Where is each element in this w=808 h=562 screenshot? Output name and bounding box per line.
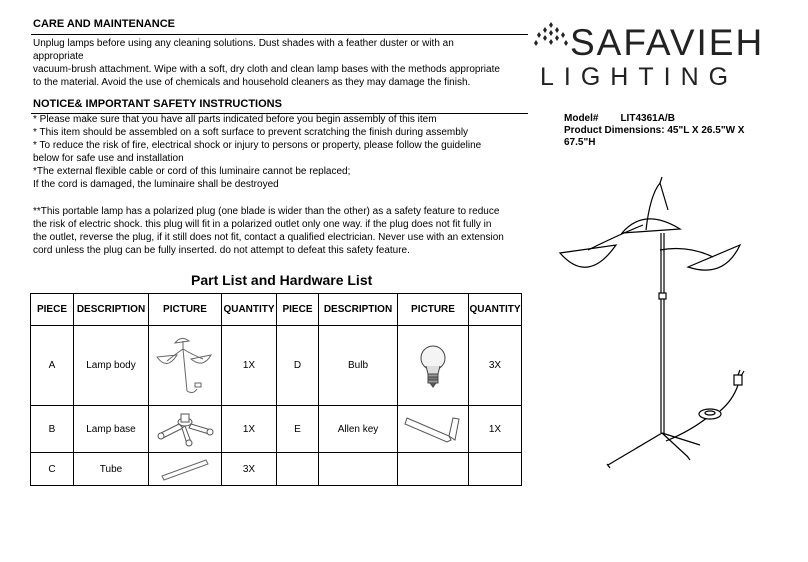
safety-line: * To reduce the risk of fire, electrical shock or injury to persons or property, please follow the guideline xyxy=(33,140,482,151)
piece-cell xyxy=(277,453,319,486)
safety-line: * Please make sure that you have all parts indicated before you begin assembly of this item xyxy=(33,114,437,125)
bulb-icon xyxy=(416,344,450,388)
safety-line: below for safe use and installation xyxy=(33,153,184,164)
care-line: Unplug lamps before using any cleaning solutions. Dust shades with a feather duster or with an xyxy=(33,38,454,49)
plug-line: cord unless the plug can be fully inserted. do not attempt to defeat this safety feature. xyxy=(33,245,410,256)
care-line: vacuum-brush attachment. Wipe with a soft, dry cloth and clean lamp bases with the methods appropriate xyxy=(33,64,500,75)
care-heading: CARE AND MAINTENANCE xyxy=(33,18,175,30)
brand-name: SAFAVIEH xyxy=(570,22,765,63)
picture-cell xyxy=(149,406,222,453)
plug-line: the outlet, reverse the plug, if it still does not fit, contact a qualified electrician. Never use with an extension xyxy=(33,232,504,243)
col-header-quantity: QUANTITY xyxy=(222,294,277,326)
description-cell: Lamp body xyxy=(74,326,149,406)
model-label: Model# xyxy=(564,113,599,124)
safety-line: * This item should be assembled on a soft surface to prevent scratching the finish during assembly xyxy=(33,127,469,138)
brand-sub: LIGHTING xyxy=(540,63,739,91)
plug-line: **This portable lamp has a polarized plug (one blade is wider than the other) as a safety feature to reduce xyxy=(33,206,500,217)
lamp-body-icon xyxy=(153,329,217,403)
col-header-description: DESCRIPTION xyxy=(319,294,398,326)
safety-line: *The external flexible cable or cord of this luminaire cannot be replaced; xyxy=(33,166,351,177)
parts-table-title: Part List and Hardware List xyxy=(191,272,373,288)
col-header-quantity: QUANTITY xyxy=(469,294,522,326)
table-row xyxy=(31,406,522,453)
table-header-row xyxy=(31,294,522,326)
piece-cell: D xyxy=(277,326,319,406)
col-header-piece: PIECE xyxy=(31,294,74,326)
plug-paragraph xyxy=(33,205,504,257)
picture-cell xyxy=(398,406,469,453)
quantity-cell: 1X xyxy=(222,326,277,406)
description-cell xyxy=(319,453,398,486)
tube-icon xyxy=(156,456,214,482)
description-cell: Allen key xyxy=(319,406,398,453)
safety-line: If the cord is damaged, the luminaire shall be destroyed xyxy=(33,179,279,190)
table-row xyxy=(31,326,522,406)
product-info xyxy=(564,113,744,149)
model-value: LIT4361A/B xyxy=(620,113,675,124)
picture-cell xyxy=(398,453,469,486)
care-line: to the material. Avoid the use of chemicals and household cleaners as they may damage the finish. xyxy=(33,77,471,88)
description-cell: Tube xyxy=(74,453,149,486)
dimensions-line: Product Dimensions: 45"L X 26.5"W X xyxy=(564,125,745,136)
floor-lamp-icon xyxy=(548,175,798,490)
dimensions-line: 67.5"H xyxy=(564,137,596,148)
col-header-piece: PIECE xyxy=(277,294,319,326)
quantity-cell: 1X xyxy=(469,406,522,453)
safety-paragraph xyxy=(33,113,481,191)
table-row xyxy=(31,453,522,486)
piece-cell: A xyxy=(31,326,74,406)
parts-table xyxy=(30,293,522,486)
safety-heading: NOTICE& IMPORTANT SAFETY INSTRUCTIONS xyxy=(33,98,282,110)
col-header-picture: PICTURE xyxy=(398,294,469,326)
care-line: appropriate xyxy=(33,51,84,62)
piece-cell: E xyxy=(277,406,319,453)
quantity-cell: 3X xyxy=(469,326,522,406)
care-rule xyxy=(31,34,528,35)
quantity-cell: 3X xyxy=(222,453,277,486)
piece-cell: C xyxy=(31,453,74,486)
quantity-cell xyxy=(469,453,522,486)
picture-cell xyxy=(149,453,222,486)
quantity-cell: 1X xyxy=(222,406,277,453)
picture-cell xyxy=(398,326,469,406)
allen-key-icon xyxy=(403,412,463,446)
description-cell: Lamp base xyxy=(74,406,149,453)
care-paragraph xyxy=(33,37,500,89)
plug-line: the risk of electric shock. this plug will fit in a polarized outlet only one way. if the plug does not fit fully in xyxy=(33,219,492,230)
picture-cell xyxy=(149,326,222,406)
col-header-description: DESCRIPTION xyxy=(74,294,149,326)
description-cell: Bulb xyxy=(319,326,398,406)
lamp-base-icon xyxy=(155,410,215,448)
crystal-drop-icon xyxy=(533,22,569,50)
col-header-picture: PICTURE xyxy=(149,294,222,326)
piece-cell: B xyxy=(31,406,74,453)
